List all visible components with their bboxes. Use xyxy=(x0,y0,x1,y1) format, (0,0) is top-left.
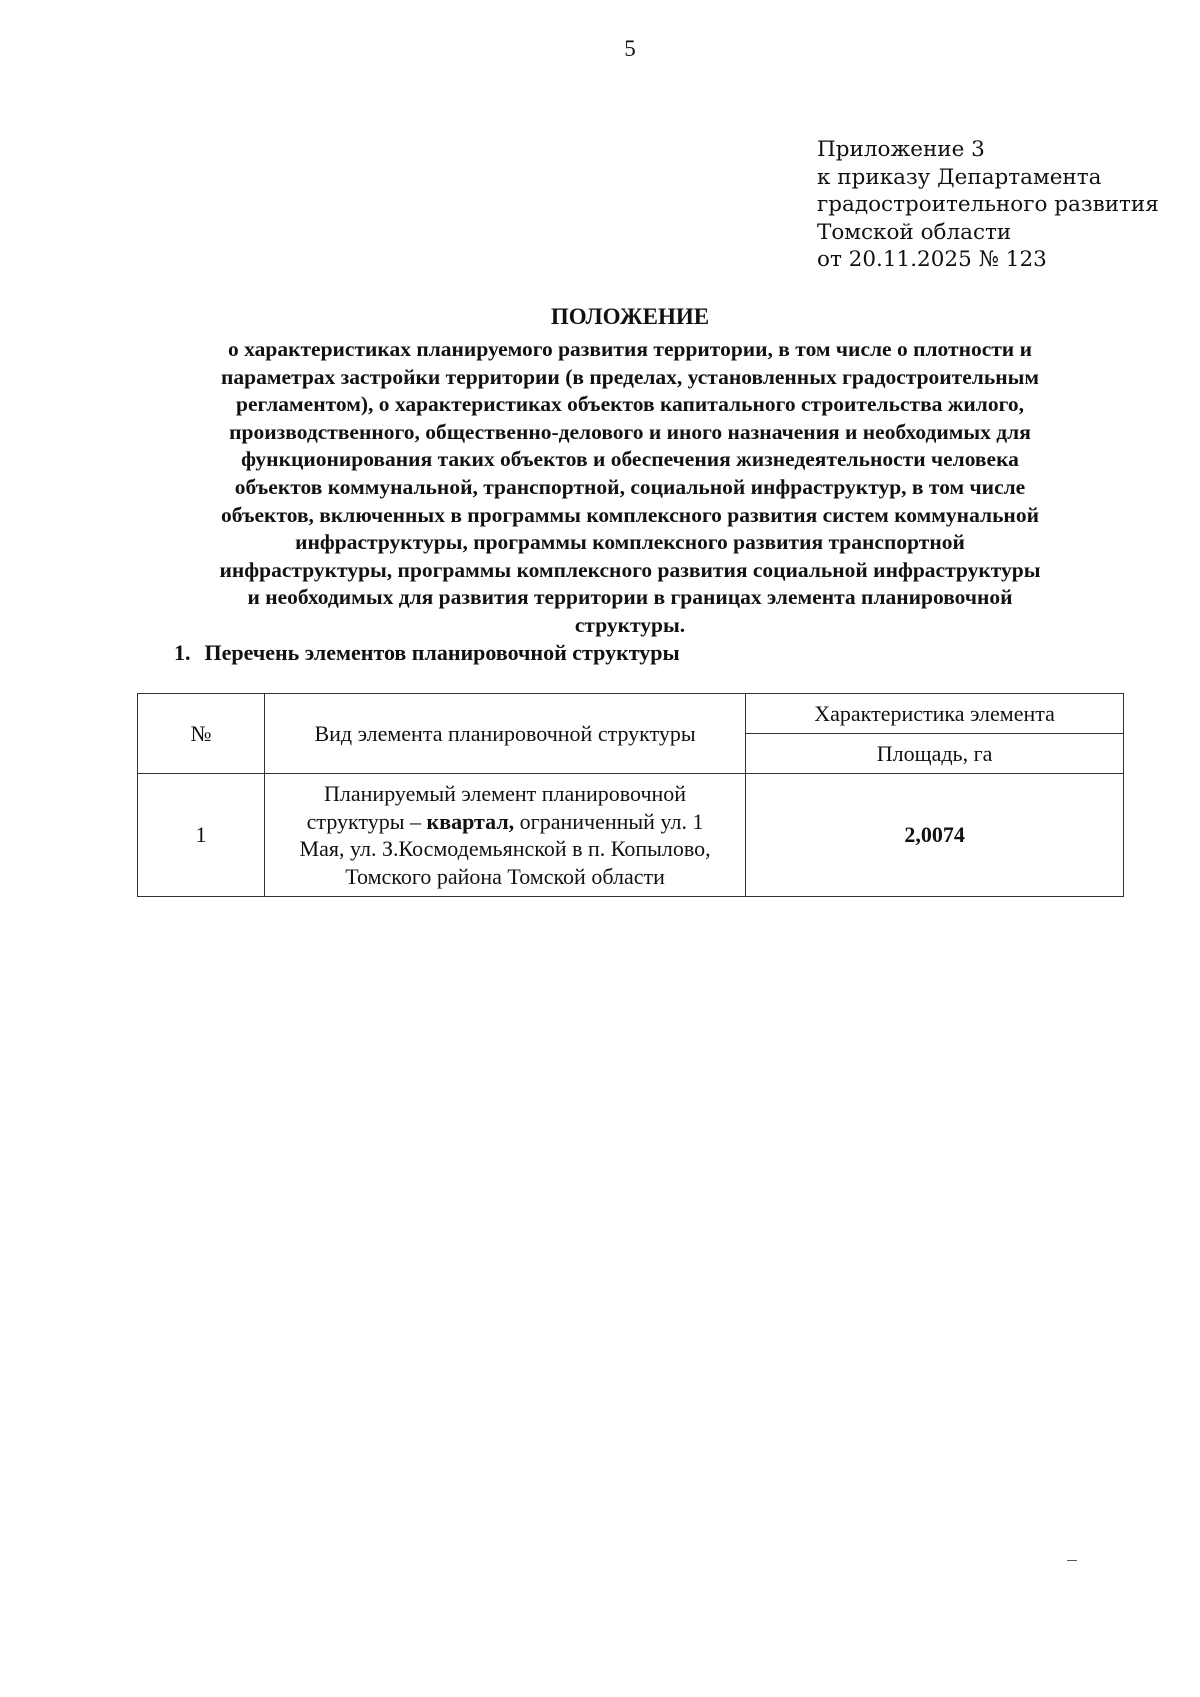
section-title: Перечень элементов планировочной структуры xyxy=(204,640,680,665)
table-row xyxy=(138,774,1124,897)
header-number: № xyxy=(138,694,265,774)
cell-area-value: 2,0074 xyxy=(746,774,1124,897)
header-area: Площадь, га xyxy=(746,734,1124,774)
subtitle-line: объектов коммунальной, транспортной, социальной инфраструктур, в том числе xyxy=(234,474,1026,499)
subtitle-line: функционирования таких объектов и обеспечения жизнедеятельности человека xyxy=(241,447,1019,472)
page-corner-mark xyxy=(1067,1560,1077,1561)
subtitle-line: инфраструктуры, программы комплексного развития транспортной xyxy=(295,530,965,555)
element-type-emphasis: квартал, xyxy=(426,808,515,834)
section-heading xyxy=(174,640,680,666)
description-line xyxy=(271,808,739,836)
subtitle-line: производственного, общественно-делового и иного назначения и необходимых для xyxy=(229,419,1031,444)
description-line: Томского района Томской области xyxy=(345,863,665,889)
subtitle-line: инфраструктуры, программы комплексного развития социальной инфраструктуры xyxy=(219,557,1041,582)
appendix-line: Томской области xyxy=(817,219,1012,245)
subtitle-line: регламентом), о характеристиках объектов капитального строительства жилого, xyxy=(236,392,1024,417)
appendix-line: градостроительного развития xyxy=(817,192,1159,217)
subtitle-line: параметрах застройки территории (в пределах, установленных градостроительным xyxy=(220,364,1040,389)
subtitle-line: и необходимых для развития территории в границах элемента планировочной xyxy=(247,585,1013,610)
cell-number: 1 xyxy=(138,774,265,897)
cell-element-description xyxy=(264,774,745,897)
description-text: ограниченный ул. 1 xyxy=(514,808,704,834)
header-characteristic: Характеристика элемента xyxy=(746,694,1124,734)
subtitle-line: структуры. xyxy=(574,612,686,637)
document-subtitle xyxy=(170,336,1090,640)
appendix-line: к приказу Департамента xyxy=(817,164,1102,190)
planning-elements-table xyxy=(137,693,1124,897)
description-text: структуры – xyxy=(306,808,427,834)
page-number: 5 xyxy=(624,36,636,61)
appendix-block xyxy=(817,136,1159,274)
header-element-type: Вид элемента планировочной структуры xyxy=(264,694,745,774)
section-number: 1. xyxy=(174,640,191,665)
table-header-row xyxy=(138,694,1124,734)
appendix-line: Приложение 3 xyxy=(817,137,985,162)
subtitle-line: объектов, включенных в программы комплексного развития систем коммунальной xyxy=(221,502,1039,527)
appendix-line: от 20.11.2025 № 123 xyxy=(817,247,1047,272)
description-line: Мая, ул. З.Космодемьянской в п. Копылово, xyxy=(299,836,711,861)
document-title: ПОЛОЖЕНИЕ xyxy=(550,304,710,329)
subtitle-line: о характеристиках планируемого развития территории, в том числе о плотности и xyxy=(228,337,1032,361)
description-line: Планируемый элемент планировочной xyxy=(324,781,687,806)
